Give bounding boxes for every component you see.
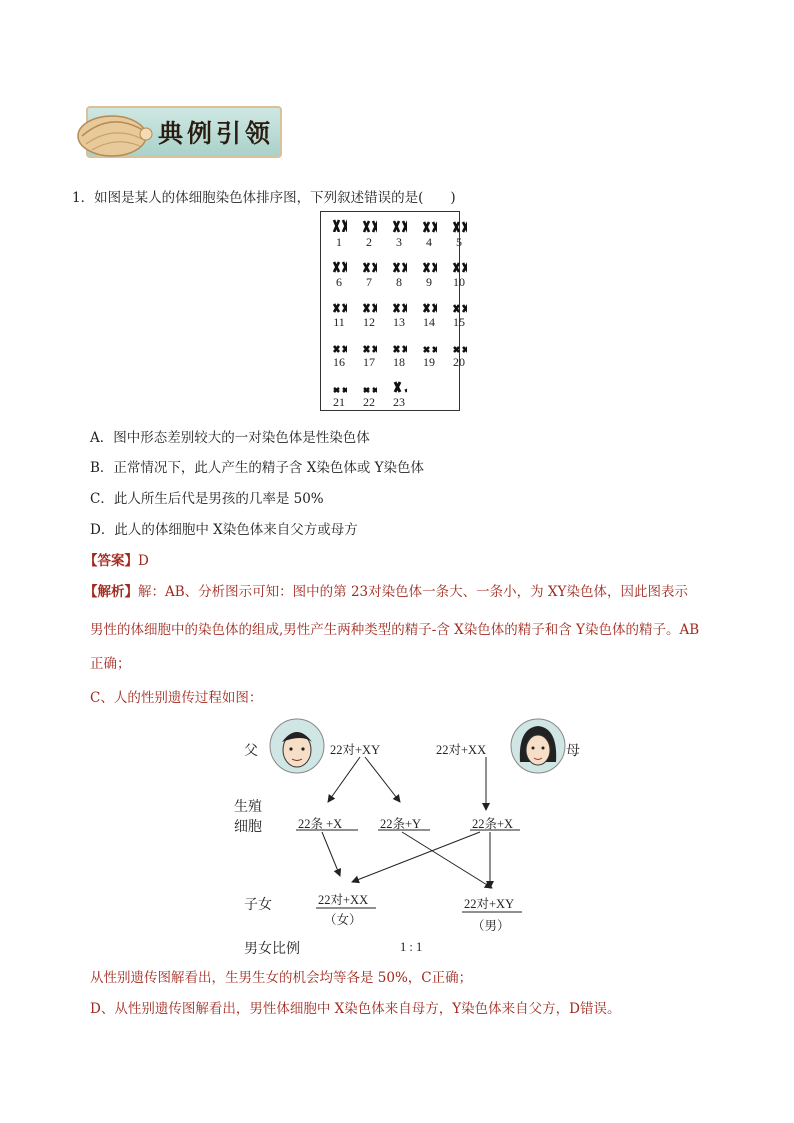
karyotype-label: 6 [336,275,342,289]
karyotype-label: 1 [336,235,342,249]
karyotype-label: 8 [396,275,402,289]
karyotype-label: 22 [363,395,375,409]
option-c: C．此人所生后代是男孩的几率是 50% [90,491,324,507]
chromosome-pair [421,220,437,234]
offspring-label: 子女 [244,898,272,913]
karyotype-label: 7 [366,275,372,289]
mother-face-icon [511,719,565,773]
karyotype-label: 15 [453,315,465,329]
analysis-label: 【解析】 [84,584,138,600]
chromosome-pair [451,261,467,275]
question-stem: 1．如图是某人的体细胞染色体排序图，下列叙述错误的是( ) [72,190,456,206]
option-d: D．此人的体细胞中 X染色体来自父方或母方 [90,522,358,538]
analysis-line-3: 正确； [90,656,131,672]
karyotype-label: 18 [393,355,405,369]
son-label: （男） [472,919,510,933]
ratio-value: 1 : 1 [400,940,423,954]
daughter-label: （女） [324,913,362,927]
chromosome-pair [421,302,437,316]
gamete-label-2: 细胞 [234,820,262,835]
shell-icon [72,104,162,162]
chromosome-pair [391,380,407,394]
father-face-icon [270,719,324,773]
karyotype-label: 12 [363,315,375,329]
option-b: B．正常情况下，此人产生的精子含 X染色体或 Y染色体 [90,460,425,476]
analysis-line-1 [84,580,688,600]
karyotype-label: 20 [453,355,465,369]
diagram-arrows [230,712,590,962]
answer [84,549,149,569]
chromosome-pair [391,219,407,233]
ratio-label: 男女比例 [244,942,300,957]
father-label: 父 [244,744,258,759]
chromosome-pair [331,260,347,274]
mother-label: 母 [566,744,580,759]
chromosome-pair [361,219,377,233]
karyotype-label: 2 [366,235,372,249]
analysis-line-5: 从性别遗传图解看出，生男生女的机会均等各是 50%，C正确； [90,970,473,986]
chromosome-pair [331,302,347,316]
sex-inheritance-diagram [230,712,590,962]
option-a: A．图中形态差别较大的一对染色体是性染色体 [90,430,370,446]
analysis-line-4: C、人的性别遗传过程如图： [90,690,263,706]
daughter-genotype: 22对+XX [318,893,369,907]
chromosome-pair [361,302,377,316]
karyotype-label: 23 [393,395,405,409]
answer-value: D [138,553,149,569]
analysis-line-2: 男性的体细胞中的染色体的组成,男性产生两种类型的精子-含 X染色体的精子和含 Y染色体的精子。AB [90,622,700,638]
father-genotype: 22对+XY [330,743,381,757]
banner-title: 典例引领 [158,119,275,148]
karyotype-figure [320,211,465,411]
chromosome-pair [391,302,407,316]
mother-genotype: 22对+XX [436,743,487,757]
gamete-label-1: 生殖 [234,800,262,815]
gamete-2: 22条+Y [380,817,422,831]
karyotype-label: 11 [333,315,345,329]
karyotype-label: 5 [456,235,462,249]
karyotype-label: 9 [426,275,432,289]
karyotype-label: 13 [393,315,405,329]
gamete-3: 22条+X [472,817,514,831]
chromosome-pair [421,261,437,275]
analysis-line-6: D、从性别遗传图解看出，男性体细胞中 X染色体来自母方，Y染色体来自父方，D错误。 [90,1001,621,1017]
analysis-text-1: 解：AB、分析图示可知：图中的第 23对染色体一条大、一条小，为 XY染色体，因此图表示 [138,584,688,600]
son-genotype: 22对+XY [464,897,515,911]
karyotype-label: 19 [423,355,435,369]
karyotype-label: 17 [363,355,375,369]
gamete-1: 22条 +X [298,817,343,831]
karyotype-label: 10 [453,275,465,289]
karyotype-label: 4 [426,235,432,249]
karyotype-label: 14 [423,315,435,329]
karyotype-label: 21 [333,395,345,409]
chromosome-pair [451,220,467,234]
chromosome-pair [361,261,377,275]
section-banner [72,100,282,162]
answer-label: 【答案】 [84,553,138,569]
karyotype-label: 3 [396,235,402,249]
karyotype-label: 16 [333,355,345,369]
chromosome-pair [391,261,407,275]
chromosome-pair [331,218,347,232]
